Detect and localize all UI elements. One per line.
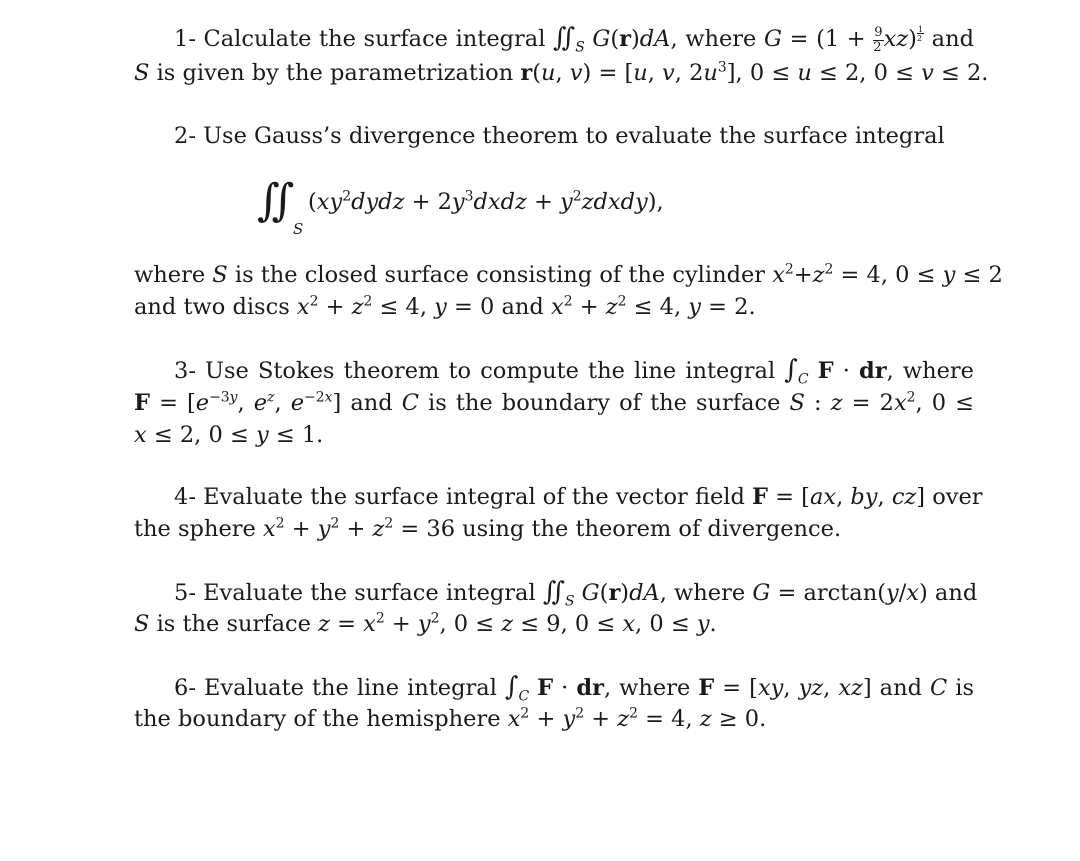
- problem-5-line-1: 5- Evaluate the surface integral $∬_S$ G(r)dA, where G = arctan(y/x) and: [174, 577, 978, 610]
- problem-4-number: 4-: [174, 484, 196, 510]
- problem-6-line-2: the boundary of the hemisphere $x^2 + y^2 + z^2 = 4$, z ≥ 0.: [134, 705, 767, 732]
- problem-3-line-3: x ≤ 2, 0 ≤ y ≤ 1.: [134, 422, 324, 448]
- problem-2-line-1: 2- Use Gauss’s divergence theorem to evaluate the surface integral: [174, 123, 945, 149]
- problem-2-display-equation: ($xy^2dydz$ + $2y^3dxdz$ + $y^2zdxdy$),: [308, 188, 664, 215]
- problem-6-number: 6-: [174, 675, 196, 701]
- double-integral-subscript: S: [293, 220, 304, 238]
- problem-1-line-2: S is given by the parametrization r(u, v) = [u, v, $2u^3$], 0 ≤ u ≤ 2, 0 ≤ v ≤ 2.: [134, 59, 989, 86]
- problem-6-line-1: 6- Evaluate the line integral $\int_C$ F · dr, where F = [xy, yz, xz] and C is: [174, 672, 975, 705]
- problem-1-line-1: 1- Calculate the surface integral $∬_S$ G(r)dA, where G = (1 + $\frac{9}{2}$ xz) $^{\frac{1}{2}}$ and: [174, 23, 974, 56]
- problem-4-line-2: the sphere $x^2 + y^2 + z^2 = 36$ using the theorem of divergence.: [134, 515, 842, 542]
- problem-3-line-2: $F = [e^{-3y}$, $e^z$, $e^{-2x}$] and C is the boundary of the surface S : $z = 2x^2$, 0 ≤: [134, 389, 975, 416]
- problem-2-line-3: where S is the closed surface consisting of the cylinder $x^2+z^2 = 4$, 0 ≤ y ≤ 2: [134, 261, 1003, 288]
- problem-2-number: 2-: [174, 123, 196, 149]
- problem-2-line-4: and two discs $x^2 + z^2 \le 4$, y = 0 and $x^2 + z^2 \le 4$, y = 2.: [134, 293, 756, 320]
- problem-5-number: 5-: [174, 580, 196, 606]
- problem-3-number: 3-: [174, 358, 196, 384]
- double-integral-sign: ∬: [257, 175, 295, 226]
- problem-1-number: 1-: [174, 26, 196, 52]
- problem-3-line-1: 3- Use Stokes theorem to compute the line integral $\int_C$ F · dr, where: [174, 355, 974, 388]
- problem-5-line-2: S is the surface $z = x^2 + y^2$, 0 ≤ z ≤ 9, 0 ≤ x, 0 ≤ y.: [134, 610, 717, 637]
- problem-4-line-1: 4- Evaluate the surface integral of the vector field F = [ax, by, cz] over: [174, 484, 983, 510]
